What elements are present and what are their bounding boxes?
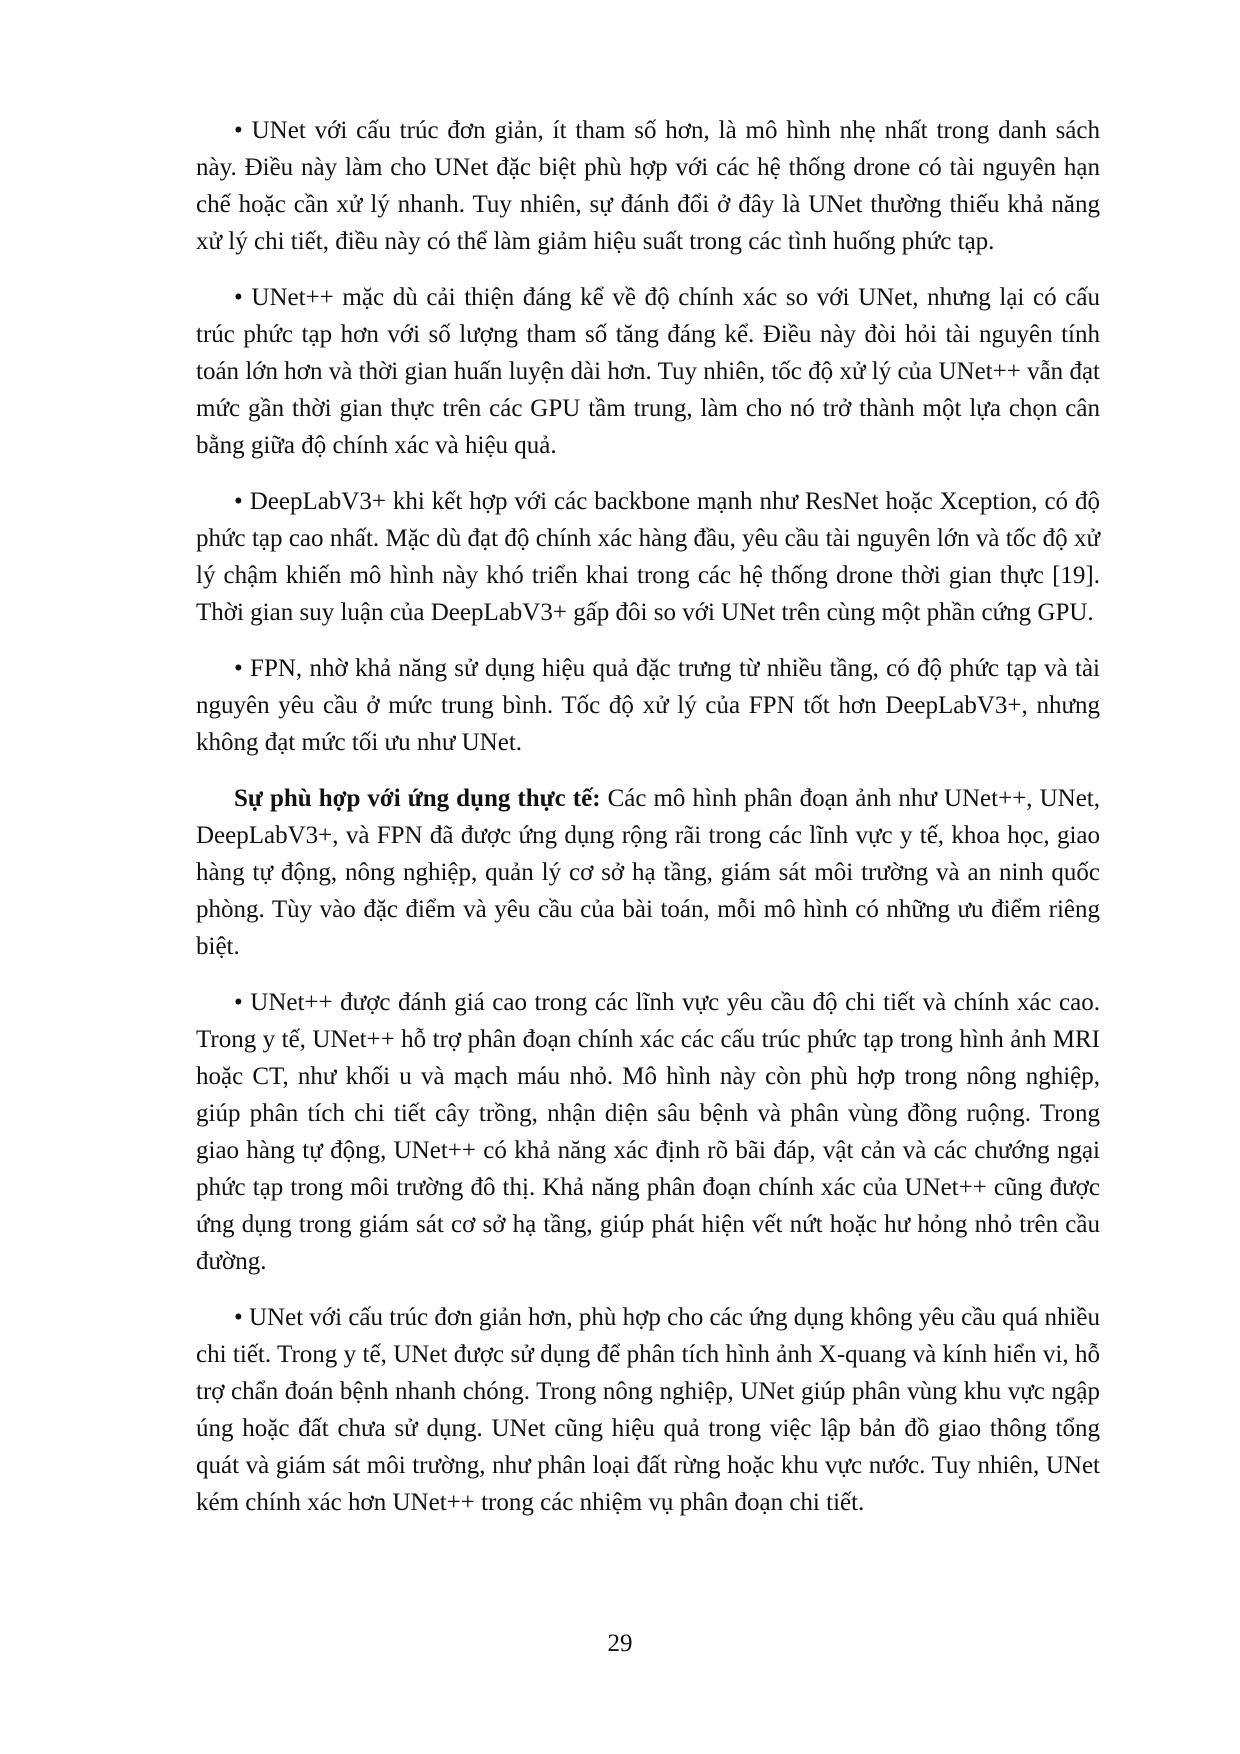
paragraph-unetpp-complexity <box>196 279 1100 464</box>
paragraph-text: • UNet++ mặc dù cải thiện đáng kể về độ chính xác so với UNet, nhưng lại có cấu trúc phức tạp hơn với số lượng tham số tăng đáng kể. Điều này đòi hỏi tài nguyên tính toán lớn hơn và thời gian huấn luyện dài hơn. Tuy nhiên, tốc độ xử lý của UNet++ vẫn đạt mức gần thời gian thực trên các GPU tầm trung, làm cho nó trở thành một lựa chọn cân bằng giữa độ chính xác và hiệu quả. <box>196 284 1100 459</box>
paragraph-text: • DeepLabV3+ khi kết hợp với các backbone mạnh như ResNet hoặc Xception, có độ phức tạp cao nhất. Mặc dù đạt độ chính xác hàng đầu, yêu cầu tài nguyên lớn và tốc độ xử lý chậm khiến mô hình này khó triển khai trong các hệ thống drone thời gian thực [19]. Thời gian suy luận của DeepLabV3+ gấp đôi so với UNet trên cùng một phần cứng GPU. <box>196 488 1100 626</box>
paragraph-text: • UNet++ được đánh giá cao trong các lĩnh vực yêu cầu độ chi tiết và chính xác cao. Trong y tế, UNet++ hỗ trợ phân đoạn chính xác các cấu trúc phức tạp trong hình ảnh MRI hoặc CT, như khối u và mạch máu nhỏ. Mô hình này còn phù hợp trong nông nghiệp, giúp phân tích chi tiết cây trồng, nhận diện sâu bệnh và phân vùng đồng ruộng. Trong giao hàng tự động, UNet++ có khả năng xác định rõ bãi đáp, vật cản và các chướng ngại phức tạp trong môi trường đô thị. Khả năng phân đoạn chính xác của UNet++ cũng được ứng dụng trong giám sát cơ sở hạ tầng, giúp phát hiện vết nứt hoặc hư hỏng nhỏ trên cầu đường. <box>196 989 1100 1275</box>
paragraph-text: Các mô hình phân đoạn ảnh như UNet++, UNet, DeepLabV3+, và FPN đã được ứng dụng rộng rãi trong các lĩnh vực y tế, khoa học, giao hàng tự động, nông nghiệp, quản lý cơ sở hạ tầng, giám sát môi trường và an ninh quốc phòng. Tùy vào đặc điểm và yêu cầu của bài toán, mỗi mô hình có những ưu điểm riêng biệt. <box>196 785 1100 960</box>
page-body <box>196 112 1100 1540</box>
page-number: 29 <box>607 1630 633 1657</box>
paragraph-unet-applications <box>196 1299 1100 1521</box>
paragraph-unetpp-applications <box>196 984 1100 1280</box>
paragraph-deeplab-complexity <box>196 483 1100 631</box>
paragraph-fpn-complexity <box>196 650 1100 761</box>
paragraph-practical-suitability <box>196 780 1100 965</box>
paragraph-text: • FPN, nhờ khả năng sử dụng hiệu quả đặc trưng từ nhiều tầng, có độ phức tạp và tài nguyên yêu cầu ở mức trung bình. Tốc độ xử lý của FPN tốt hơn DeepLabV3+, nhưng không đạt mức tối ưu như UNet. <box>196 655 1100 756</box>
paragraph-text: • UNet với cấu trúc đơn giản hơn, phù hợp cho các ứng dụng không yêu cầu quá nhiều chi tiết. Trong y tế, UNet được sử dụng để phân tích hình ảnh X-quang và kính hiển vi, hỗ trợ chẩn đoán bệnh nhanh chóng. Trong nông nghiệp, UNet giúp phân vùng khu vực ngập úng hoặc đất chưa sử dụng. UNet cũng hiệu quả trong việc lập bản đồ giao thông tổng quát và giám sát môi trường, như phân loại đất rừng hoặc khu vực nước. Tuy nhiên, UNet kém chính xác hơn UNet++ trong các nhiệm vụ phân đoạn chi tiết. <box>196 1304 1100 1516</box>
paragraph-lead-heading: Sự phù hợp với ứng dụng thực tế: <box>234 785 601 812</box>
paragraph-text: • UNet với cấu trúc đơn giản, ít tham số hơn, là mô hình nhẹ nhất trong danh sách này. Điều này làm cho UNet đặc biệt phù hợp với các hệ thống drone có tài nguyên hạn chế hoặc cần xử lý nhanh. Tuy nhiên, sự đánh đổi ở đây là UNet thường thiếu khả năng xử lý chi tiết, điều này có thể làm giảm hiệu suất trong các tình huống phức tạp. <box>196 117 1100 255</box>
paragraph-unet-complexity <box>196 112 1100 260</box>
